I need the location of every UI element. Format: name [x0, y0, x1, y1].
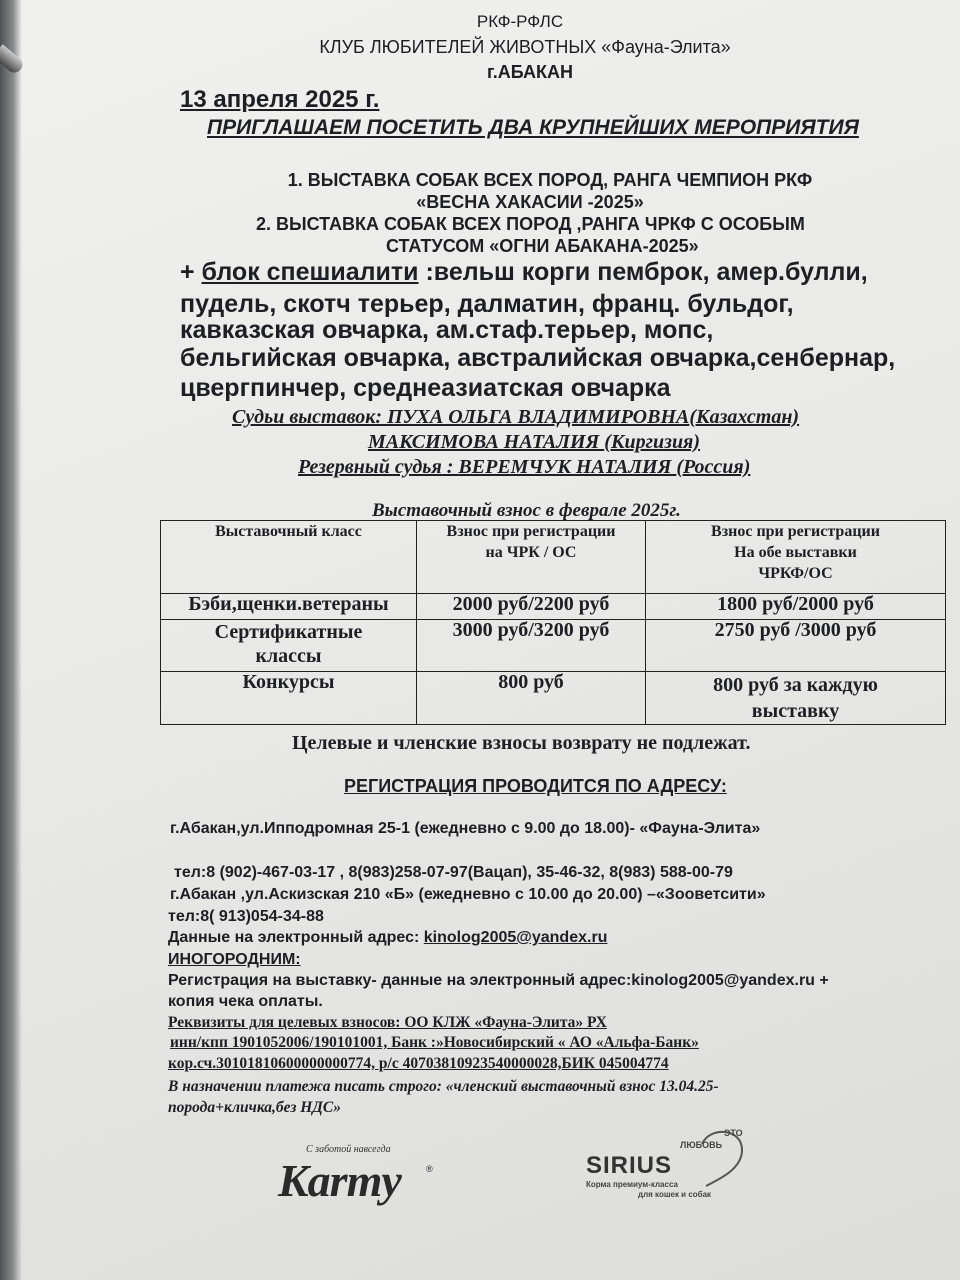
specialty-plus: + — [180, 258, 202, 286]
judge-2-country: (Киргизия) — [604, 431, 701, 453]
table-row — [161, 620, 946, 672]
table-row — [161, 594, 946, 620]
specialty-breeds-5: цвергпинчер, среднеазиатская овчарка — [180, 374, 671, 402]
table-cell: 3000 руб/3200 руб — [417, 620, 646, 672]
fees-table — [160, 520, 946, 725]
judges-line-2 — [368, 431, 700, 454]
specialty-breeds-3: кавказская овчарка, ам.стаф.терьер, мопс, — [180, 316, 714, 344]
specialty-title: блок спешиалити — [201, 258, 419, 286]
table-row — [161, 672, 946, 725]
out-of-town-heading: ИНОГОРОДНИМ: — [168, 951, 301, 968]
specialty-breeds-4: бельгийская овчарка, австралийская овчарка,сенбернар, — [180, 344, 896, 372]
out-of-town-text-2: копия чека оплаты. — [168, 993, 323, 1010]
karmy-registered-mark: ® — [426, 1164, 433, 1174]
header-class-text: Выставочный класс — [215, 523, 362, 540]
phones-2: тел:8( 913)054-34-88 — [168, 908, 324, 925]
club-name: КЛУБ ЛЮБИТЕЛЕЙ ЖИВОТНЫХ «Фауна-Элита» — [319, 37, 731, 57]
event-2-title: 2. ВЫСТАВКА СОБАК ВСЕХ ПОРОД ,РАНГА ЧРКФ С ОСОБЫМ — [256, 214, 805, 234]
table-cell — [161, 620, 417, 672]
sirius-slogan-1: ЭТО — [724, 1128, 743, 1138]
specialty-breeds-1: :вельш корги пемброк, амер.булли, — [418, 258, 868, 286]
reserve-label: Резервный судья : — [298, 456, 459, 478]
requisites-line-4: В назначении платежа писать строго: «членский выставочный взнос 13.04.25- — [168, 1078, 719, 1095]
karmy-tagline: С заботой навсегда — [306, 1144, 391, 1155]
reserve-judge-name: ВЕРЕМЧУК НАТАЛИЯ — [458, 456, 677, 478]
judges-line-1 — [232, 406, 799, 429]
table-cell — [646, 672, 946, 725]
requisites-line-5: порода+кличка,без НДС» — [168, 1099, 341, 1116]
phones-1: тел:8 (902)-467-03-17 , 8(983)258-07-97(Вацап), 35-46-32, 8(983) 588-00-79 — [174, 864, 733, 881]
table-cell: Конкурсы — [161, 672, 417, 725]
specialty-breeds-2: пудель, скотч терьер, далматин, франц. бульдог, — [180, 290, 794, 318]
table-cell: 2000 руб/2200 руб — [417, 594, 646, 620]
judge-1-name: ПУХА ОЛЬГА ВЛАДИМИРОВНА — [387, 406, 690, 428]
out-of-town-text-1: Регистрация на выставку- данные на электронный адрес:kinolog2005@yandex.ru + — [168, 972, 829, 989]
table-cell: 2750 руб /3000 руб — [646, 620, 946, 672]
email-link[interactable]: kinolog2005@yandex.ru — [423, 929, 608, 946]
judge-1-country: (Казахстан) — [689, 406, 800, 428]
table-cell: Бэби,щенки.ветераны — [161, 594, 417, 620]
address-1: г.Абакан,ул.Ипподромная 25-1 (ежедневно с 9.00 до 18.00)- «Фауна-Элита» — [170, 820, 761, 837]
org-name: РКФ-РФЛС — [476, 12, 564, 31]
karmy-logo — [270, 1142, 440, 1212]
fees-title: Выставочный взнос в феврале 2025г. — [372, 500, 681, 521]
address-2: г.Абакан ,ул.Аскизская 210 «Б» (ежедневно с 10.00 до 20.00) –«Зооветсити» — [170, 886, 766, 903]
table-header-row — [161, 521, 946, 594]
event-2-name: СТАТУСОМ «ОГНИ АБАКАНА-2025» — [386, 236, 699, 256]
event-1-name: «ВЕСНА ХАКАСИИ -2025» — [416, 192, 644, 212]
registration-title: РЕГИСТРАЦИЯ ПРОВОДИТСЯ ПО АДРЕСУ: — [344, 776, 727, 796]
sirius-slogan-2: ЛЮБОВЬ — [680, 1140, 723, 1150]
table-cell-text: 800 руб за каждую выставку — [713, 674, 878, 722]
header-both — [646, 521, 946, 594]
requisites-line-2: инн/кпп 1901052006/190101001, Банк :»Новосибирский « АО «Альфа-Банк» — [170, 1034, 699, 1051]
reserve-judge-country: (Россия) — [676, 456, 751, 478]
judges-label: Судьи выставок: — [232, 406, 388, 428]
invite-heading: ПРИГЛАШАЕМ ПОСЕТИТЬ ДВА КРУПНЕЙШИХ МЕРОПРИЯТИЯ — [207, 116, 859, 139]
karmy-wordmark: Karmy — [278, 1155, 401, 1206]
sirius-logo — [582, 1122, 782, 1210]
header-class — [161, 521, 417, 594]
sirius-wordmark: SIRIUS — [586, 1152, 673, 1179]
event-date: 13 апреля 2025 г. — [180, 86, 380, 113]
table-cell: 800 руб — [417, 672, 646, 725]
specialty-line-1 — [180, 258, 868, 287]
email-label: Данные на электронный адрес: — [168, 929, 424, 946]
judges-line-3 — [298, 456, 750, 479]
header-single — [417, 521, 646, 594]
sirius-desc-1: Корма премиум-класса — [586, 1180, 678, 1189]
event-1-title: 1. ВЫСТАВКА СОБАК ВСЕХ ПОРОД, РАНГА ЧЕМПИОН РКФ — [287, 170, 813, 190]
judge-2-name: МАКСИМОВА НАТАЛИЯ — [368, 431, 605, 453]
page-edge-shadow — [0, 0, 22, 1280]
table-cell-text: Сертификатные классы — [214, 621, 363, 667]
city-name: г.АБАКАН — [487, 62, 573, 82]
requisites-line-1: Реквизиты для целевых взносов: ОО КЛЖ «Фауна-Элита» РХ — [168, 1014, 607, 1031]
requisites-line-3: кор.сч.30101810600000000774, р/с 40703810923540000028,БИК 045004774 — [168, 1055, 669, 1072]
table-cell: 1800 руб/2000 руб — [646, 594, 946, 620]
email-line — [168, 929, 607, 947]
fees-note: Целевые и членские взносы возврату не подлежат. — [292, 732, 751, 754]
header-both-text: Взнос при регистрации На обе выставки ЧРКФ/ОС — [711, 523, 880, 582]
header-single-text: Взнос при регистрации на ЧРК / ОС — [446, 523, 616, 561]
sirius-desc-2: для кошек и собак — [638, 1190, 712, 1199]
